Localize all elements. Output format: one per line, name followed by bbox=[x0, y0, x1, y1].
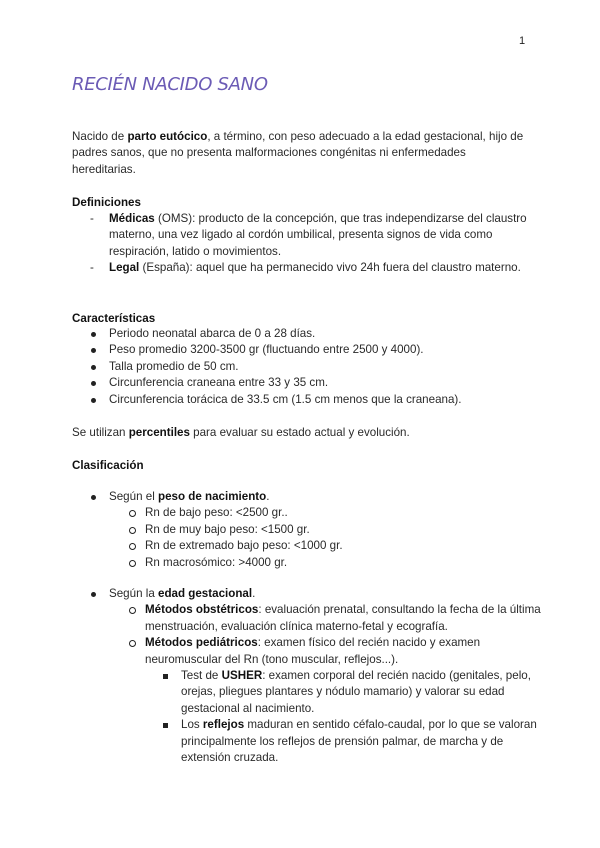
list-item-text: Rn macrosómico: >4000 gr. bbox=[145, 555, 288, 569]
list-item-usher bbox=[72, 668, 542, 717]
circle-bullet-icon bbox=[129, 510, 136, 517]
list-item bbox=[72, 359, 542, 375]
list-item bbox=[72, 326, 542, 342]
percentiles-paragraph bbox=[72, 425, 532, 441]
reflexes-text-pre: Los bbox=[181, 718, 203, 732]
age-text-pre: Según la bbox=[109, 587, 158, 600]
circle-bullet-icon bbox=[129, 607, 136, 614]
reflexes-text: maduran en sentido céfalo-caudal, por lo que se valoran principalmente los reflejos de prensión palmar, de marcha y de extensión cruzada. bbox=[181, 718, 537, 765]
intro-text-pre: Nacido de bbox=[72, 130, 128, 143]
list-item bbox=[72, 522, 542, 538]
bullet-icon bbox=[91, 495, 96, 500]
list-item-text: Rn de muy bajo peso: <1500 gr. bbox=[145, 522, 310, 536]
reflexes-term: reflejos bbox=[202, 718, 245, 732]
definitions-list bbox=[72, 211, 542, 277]
percentiles-text-post: para evaluar su estado actual y evolución. bbox=[189, 426, 410, 439]
list-item bbox=[72, 342, 542, 358]
bullet-icon bbox=[91, 381, 96, 386]
intro-paragraph bbox=[72, 129, 532, 178]
list-item-pediatric bbox=[72, 635, 542, 766]
definition-item-medical bbox=[72, 211, 542, 260]
dash-marker: - bbox=[90, 212, 94, 225]
intro-text-post: , a término, con peso adecuado a la edad gestacional, hijo de padres sanos, que no presenta malformaciones congénitas ni enfermedades hereditarias. bbox=[72, 130, 524, 176]
page-number: 1 bbox=[519, 35, 526, 47]
dash-marker: - bbox=[90, 261, 94, 275]
obstetric-text: : evaluación prenatal, consultando la fecha de la última menstruación, evaluación clínica materno-fetal y ecografía. bbox=[145, 603, 541, 633]
weight-sub-list bbox=[109, 505, 542, 571]
bullet-icon bbox=[91, 398, 96, 403]
list-item bbox=[72, 392, 542, 408]
bullet-icon bbox=[91, 592, 96, 597]
circle-bullet-icon bbox=[129, 543, 136, 550]
list-item-text: Rn de extremado bajo peso: <1000 gr. bbox=[145, 539, 343, 553]
definition-term: Médicas bbox=[109, 212, 155, 225]
definition-text: (OMS): producto de la concepción, que tras independizarse del claustro materno, una vez ligado al cordón umbilical, presenta signos de vida como respiración, latido o movimientos. bbox=[109, 212, 527, 258]
age-text-post: . bbox=[252, 587, 256, 600]
list-item-text: Circunferencia craneana entre 33 y 35 cm. bbox=[109, 376, 329, 390]
usher-text: : examen corporal del recién nacido (genitales, pelo, orejas, pliegues plantares y nódulo mamario) y valorar su edad gestacional al nacimiento. bbox=[181, 669, 531, 715]
characteristics-list bbox=[72, 326, 542, 408]
list-item bbox=[72, 555, 542, 571]
list-item-age bbox=[72, 586, 542, 766]
pediatric-sub-list bbox=[145, 668, 542, 766]
square-bullet-icon bbox=[163, 723, 168, 728]
list-item-text: Periodo neonatal abarca de 0 a 28 días. bbox=[109, 327, 316, 340]
weight-text-post: . bbox=[266, 490, 270, 503]
list-item-text: Rn de bajo peso: <2500 gr.. bbox=[145, 506, 288, 520]
pediatric-term: Métodos pediátricos bbox=[145, 636, 258, 650]
circle-bullet-icon bbox=[129, 640, 136, 647]
classification-weight-list bbox=[72, 489, 542, 571]
age-bold-term: edad gestacional bbox=[158, 587, 253, 600]
age-sub-list bbox=[109, 602, 542, 766]
weight-bold-term: peso de nacimiento bbox=[158, 490, 267, 503]
weight-text-pre: Según el bbox=[109, 490, 158, 503]
list-item bbox=[72, 375, 542, 391]
bullet-icon bbox=[91, 332, 96, 337]
classification-age-list bbox=[72, 586, 542, 766]
classification-heading: Clasificación bbox=[72, 459, 144, 472]
pediatric-text: : examen físico del recién nacido y examen neuromuscular del Rn (tono muscular, reflejos...). bbox=[145, 636, 481, 666]
circle-bullet-icon bbox=[129, 560, 136, 567]
circle-bullet-icon bbox=[129, 527, 136, 534]
percentiles-bold-term: percentiles bbox=[128, 426, 190, 439]
list-item-reflexes bbox=[72, 717, 542, 766]
definition-item-legal bbox=[72, 260, 542, 276]
definition-term: Legal bbox=[109, 261, 140, 275]
list-item-obstetric bbox=[72, 602, 542, 635]
obstetric-term: Métodos obstétricos bbox=[145, 603, 259, 617]
list-item-text: Circunferencia torácica de 33.5 cm (1.5 cm menos que la craneana). bbox=[109, 392, 462, 406]
list-item-text: Talla promedio de 50 cm. bbox=[109, 359, 239, 373]
definitions-heading: Definiciones bbox=[72, 196, 141, 209]
list-item-text: Peso promedio 3200-3500 gr (fluctuando entre 2500 y 4000). bbox=[109, 343, 424, 357]
list-item bbox=[72, 505, 542, 521]
usher-term: USHER bbox=[221, 669, 263, 683]
document-title: RECIÉN NACIDO SANO bbox=[72, 74, 268, 95]
usher-text-pre: Test de bbox=[181, 669, 222, 683]
bullet-icon bbox=[91, 365, 96, 370]
percentiles-text-pre: Se utilizan bbox=[72, 426, 129, 439]
list-item-weight bbox=[72, 489, 542, 571]
square-bullet-icon bbox=[163, 674, 168, 679]
list-item bbox=[72, 538, 542, 554]
characteristics-heading: Características bbox=[72, 312, 156, 325]
intro-bold-term: parto eutócico bbox=[127, 130, 208, 143]
definition-text: (España): aquel que ha permanecido vivo 24h fuera del claustro materno. bbox=[139, 261, 521, 275]
bullet-icon bbox=[91, 348, 96, 353]
